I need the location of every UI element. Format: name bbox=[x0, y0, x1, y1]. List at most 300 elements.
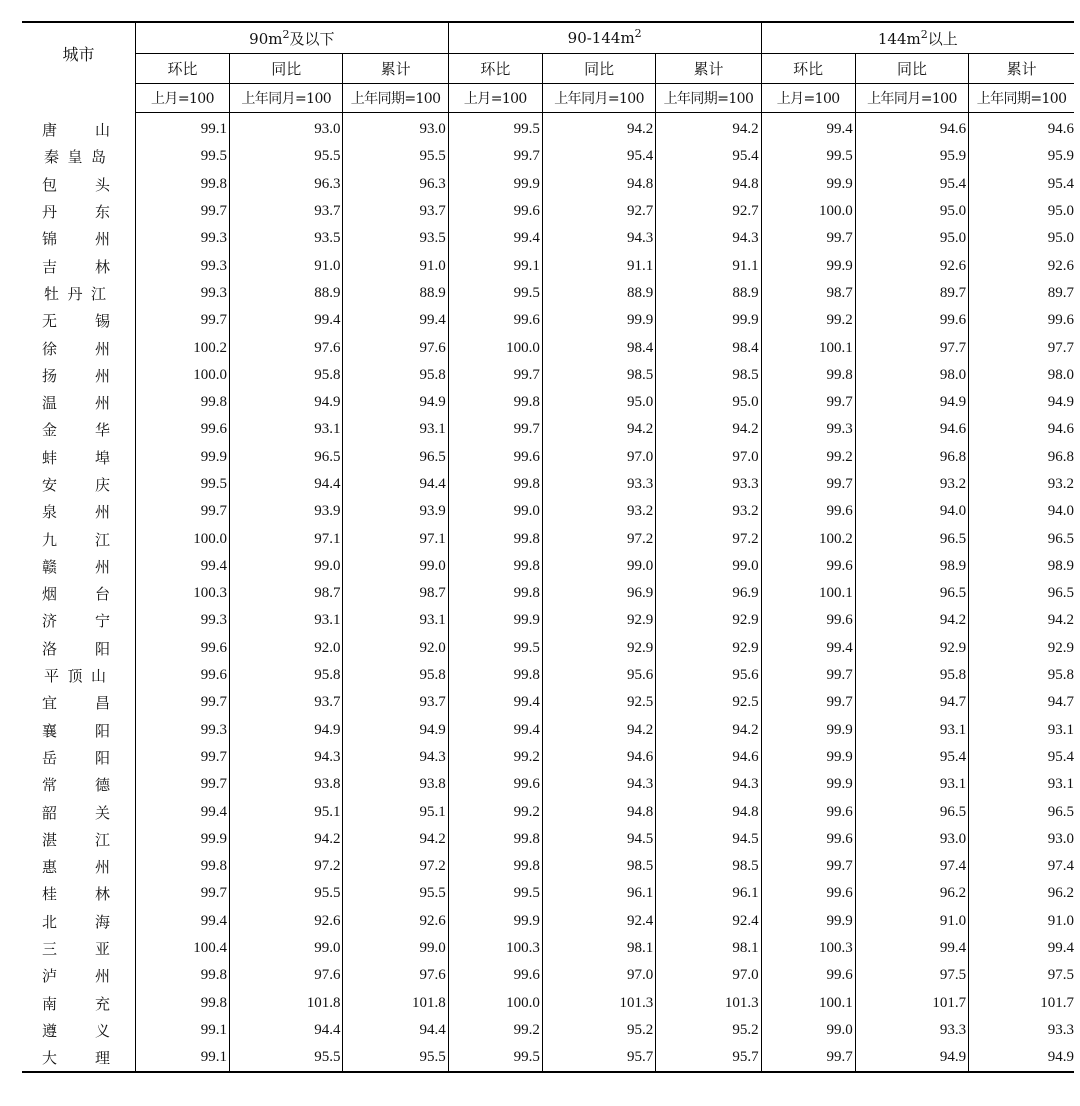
value-cell: 99.2 bbox=[448, 798, 542, 825]
value-cell: 96.5 bbox=[230, 444, 343, 471]
value-cell: 94.2 bbox=[542, 113, 655, 144]
value-cell: 97.0 bbox=[656, 962, 761, 989]
value-cell: 101.8 bbox=[230, 990, 343, 1017]
city-cell bbox=[22, 362, 135, 389]
value-cell: 99.6 bbox=[761, 880, 855, 907]
value-cell: 97.6 bbox=[230, 962, 343, 989]
value-cell: 99.3 bbox=[761, 416, 855, 443]
value-cell: 91.0 bbox=[230, 252, 343, 279]
sub-header-yoy: 同比 bbox=[230, 54, 343, 84]
value-cell: 99.0 bbox=[230, 553, 343, 580]
value-cell: 93.3 bbox=[542, 471, 655, 498]
price-index-table bbox=[22, 21, 1074, 1073]
value-cell: 94.4 bbox=[343, 1017, 448, 1044]
value-cell: 93.7 bbox=[230, 198, 343, 225]
sub-header-yoy: 同比 bbox=[855, 54, 968, 84]
value-cell: 96.5 bbox=[1047, 803, 1074, 820]
value-cell: 99.2 bbox=[761, 307, 855, 334]
city-cell bbox=[22, 635, 135, 662]
value-cell: 95.0 bbox=[1047, 203, 1074, 220]
value-cell: 101.3 bbox=[542, 990, 655, 1017]
value-cell: 97.2 bbox=[343, 853, 448, 880]
value-cell: 100.3 bbox=[135, 580, 229, 607]
value-cell: 99.4 bbox=[135, 908, 229, 935]
value-cell: 92.5 bbox=[542, 689, 655, 716]
value-cell: 94.8 bbox=[656, 171, 761, 198]
value-cell: 97.2 bbox=[230, 853, 343, 880]
value-cell: 88.9 bbox=[343, 280, 448, 307]
value-cell: 94.2 bbox=[343, 826, 448, 853]
value-cell: 100.0 bbox=[761, 198, 855, 225]
value-cell: 99.6 bbox=[135, 635, 229, 662]
table-row bbox=[22, 662, 1074, 689]
value-cell: 100.3 bbox=[448, 935, 542, 962]
city-name: 锦 州 bbox=[42, 230, 110, 249]
unit-header-prev-month: 上月=100 bbox=[761, 84, 855, 113]
value-cell: 94.6 bbox=[855, 416, 968, 443]
city-cell bbox=[22, 252, 135, 279]
value-cell: 96.1 bbox=[656, 880, 761, 907]
value-cell: 95.8 bbox=[230, 662, 343, 689]
value-cell: 94.3 bbox=[542, 225, 655, 252]
group-label: 90m bbox=[249, 29, 283, 48]
value-cell: 96.1 bbox=[542, 880, 655, 907]
value-cell: 99.7 bbox=[135, 771, 229, 798]
value-cell: 97.6 bbox=[343, 962, 448, 989]
city-name: 吉 林 bbox=[42, 257, 110, 276]
value-cell: 99.4 bbox=[135, 553, 229, 580]
value-cell: 96.2 bbox=[1047, 885, 1074, 902]
city-cell bbox=[22, 389, 135, 416]
table-row bbox=[22, 635, 1074, 662]
value-cell: 97.5 bbox=[855, 962, 968, 989]
value-cell: 99.7 bbox=[761, 689, 855, 716]
value-cell: 93.5 bbox=[230, 225, 343, 252]
city-name: 泸 州 bbox=[42, 967, 110, 986]
city-cell bbox=[22, 171, 135, 198]
value-cell: 94.2 bbox=[656, 416, 761, 443]
value-cell: 99.2 bbox=[448, 744, 542, 771]
value-cell: 93.2 bbox=[656, 498, 761, 525]
value-cell: 94.4 bbox=[230, 471, 343, 498]
value-cell: 100.0 bbox=[135, 525, 229, 552]
value-cell: 88.9 bbox=[230, 280, 343, 307]
value-cell: 95.0 bbox=[855, 198, 968, 225]
table-body bbox=[22, 113, 1074, 1073]
value-cell: 95.4 bbox=[542, 143, 655, 170]
value-cell: 99.6 bbox=[855, 307, 968, 334]
city-name: 无 锡 bbox=[42, 312, 110, 331]
value-cell: 92.7 bbox=[542, 198, 655, 225]
unit-header-same-month: 上年同月=100 bbox=[855, 84, 968, 113]
value-cell: 98.7 bbox=[343, 580, 448, 607]
city-name: 温 州 bbox=[42, 394, 110, 413]
value-cell: 99.5 bbox=[448, 880, 542, 907]
value-cell: 95.5 bbox=[230, 143, 343, 170]
value-cell: 89.7 bbox=[855, 280, 968, 307]
city-name: 北 海 bbox=[42, 912, 110, 931]
city-cell bbox=[22, 225, 135, 252]
value-cell: 94.8 bbox=[542, 171, 655, 198]
value-cell: 94.6 bbox=[542, 744, 655, 771]
city-name: 九 江 bbox=[42, 530, 110, 549]
table-row bbox=[22, 362, 1074, 389]
value-cell: 99.7 bbox=[448, 362, 542, 389]
value-cell: 99.0 bbox=[448, 498, 542, 525]
sub-header-cumulative: 累计 bbox=[969, 54, 1074, 84]
value-cell: 95.4 bbox=[656, 143, 761, 170]
value-cell: 94.3 bbox=[343, 744, 448, 771]
group-header-large bbox=[761, 22, 1074, 54]
value-cell: 94.6 bbox=[1047, 121, 1074, 138]
table-row bbox=[22, 607, 1074, 634]
value-cell: 100.3 bbox=[761, 935, 855, 962]
table-header bbox=[22, 22, 1074, 113]
value-cell: 95.9 bbox=[1047, 148, 1074, 165]
value-cell: 94.3 bbox=[656, 225, 761, 252]
value-cell: 96.8 bbox=[1047, 448, 1074, 465]
value-cell: 99.7 bbox=[761, 662, 855, 689]
city-name: 襄 阳 bbox=[42, 721, 110, 740]
value-cell: 99.3 bbox=[135, 252, 229, 279]
value-cell: 99.5 bbox=[448, 113, 542, 144]
value-cell: 99.9 bbox=[656, 307, 761, 334]
city-cell bbox=[22, 553, 135, 580]
value-cell: 99.7 bbox=[135, 198, 229, 225]
value-cell: 99.2 bbox=[761, 444, 855, 471]
sub-header-cumulative: 累计 bbox=[343, 54, 448, 84]
city-cell bbox=[22, 798, 135, 825]
value-cell: 99.9 bbox=[448, 171, 542, 198]
value-cell: 99.3 bbox=[135, 225, 229, 252]
sub-header-row bbox=[22, 54, 1074, 84]
value-cell: 92.9 bbox=[855, 635, 968, 662]
value-cell: 95.7 bbox=[542, 1044, 655, 1072]
value-cell: 97.2 bbox=[542, 525, 655, 552]
city-name: 湛 江 bbox=[42, 830, 110, 849]
table-row bbox=[22, 113, 1074, 144]
value-cell: 99.9 bbox=[448, 908, 542, 935]
value-cell: 95.4 bbox=[855, 171, 968, 198]
value-cell: 97.5 bbox=[1047, 967, 1074, 984]
table-row bbox=[22, 826, 1074, 853]
table-row bbox=[22, 280, 1074, 307]
value-cell: 94.8 bbox=[656, 798, 761, 825]
value-cell: 99.6 bbox=[135, 662, 229, 689]
value-cell: 93.1 bbox=[1047, 721, 1074, 738]
value-cell: 93.8 bbox=[230, 771, 343, 798]
value-cell: 99.8 bbox=[448, 826, 542, 853]
city-name: 唐 山 bbox=[42, 120, 110, 139]
table-row bbox=[22, 798, 1074, 825]
city-name: 大 理 bbox=[42, 1049, 110, 1068]
table-row bbox=[22, 416, 1074, 443]
value-cell: 94.2 bbox=[542, 416, 655, 443]
group-header-medium bbox=[448, 22, 761, 54]
value-cell: 100.0 bbox=[448, 334, 542, 361]
value-cell: 99.7 bbox=[448, 143, 542, 170]
value-cell: 96.8 bbox=[855, 444, 968, 471]
table-row bbox=[22, 717, 1074, 744]
city-cell bbox=[22, 935, 135, 962]
value-cell: 93.7 bbox=[343, 689, 448, 716]
value-cell: 99.6 bbox=[761, 962, 855, 989]
value-cell: 99.8 bbox=[135, 853, 229, 880]
value-cell: 101.8 bbox=[343, 990, 448, 1017]
table-row bbox=[22, 471, 1074, 498]
value-cell: 94.9 bbox=[1047, 394, 1074, 411]
value-cell: 96.5 bbox=[855, 580, 968, 607]
value-cell: 99.7 bbox=[761, 225, 855, 252]
value-cell: 93.3 bbox=[855, 1017, 968, 1044]
unit-header-same-period: 上年同期=100 bbox=[969, 84, 1074, 113]
value-cell: 95.0 bbox=[855, 225, 968, 252]
value-cell: 99.8 bbox=[448, 580, 542, 607]
value-cell: 99.9 bbox=[761, 717, 855, 744]
city-name: 蚌 埠 bbox=[42, 448, 110, 467]
table-row bbox=[22, 689, 1074, 716]
value-cell: 100.2 bbox=[135, 334, 229, 361]
city-cell bbox=[22, 908, 135, 935]
value-cell: 99.8 bbox=[135, 171, 229, 198]
value-cell: 97.0 bbox=[656, 444, 761, 471]
city-cell bbox=[22, 444, 135, 471]
value-cell: 88.9 bbox=[542, 280, 655, 307]
value-cell: 92.9 bbox=[1047, 639, 1074, 656]
table-row bbox=[22, 744, 1074, 771]
value-cell: 99.0 bbox=[230, 935, 343, 962]
table-row bbox=[22, 1044, 1074, 1072]
value-cell: 94.9 bbox=[855, 1044, 968, 1072]
value-cell: 94.0 bbox=[1047, 503, 1074, 520]
value-cell: 94.9 bbox=[1047, 1049, 1074, 1066]
unit-header-row bbox=[22, 84, 1074, 113]
value-cell: 95.8 bbox=[343, 362, 448, 389]
value-cell: 99.5 bbox=[448, 1044, 542, 1072]
value-cell: 92.9 bbox=[656, 635, 761, 662]
value-cell: 99.6 bbox=[448, 771, 542, 798]
value-cell: 93.0 bbox=[1047, 830, 1074, 847]
value-cell: 100.0 bbox=[135, 362, 229, 389]
value-cell: 99.7 bbox=[135, 307, 229, 334]
city-header-spacer bbox=[22, 84, 135, 113]
city-name: 桂 林 bbox=[42, 885, 110, 904]
group-sup: 2 bbox=[920, 27, 928, 41]
value-cell: 101.3 bbox=[656, 990, 761, 1017]
value-cell: 95.0 bbox=[1047, 230, 1074, 247]
value-cell: 94.6 bbox=[855, 113, 968, 144]
city-name: 金 华 bbox=[42, 421, 110, 440]
value-cell: 98.1 bbox=[656, 935, 761, 962]
value-cell: 92.9 bbox=[542, 635, 655, 662]
value-cell: 93.2 bbox=[855, 471, 968, 498]
value-cell: 99.5 bbox=[135, 143, 229, 170]
value-cell: 99.9 bbox=[448, 607, 542, 634]
value-cell: 94.2 bbox=[542, 717, 655, 744]
value-cell: 99.0 bbox=[542, 553, 655, 580]
value-cell: 100.1 bbox=[761, 334, 855, 361]
value-cell: 96.5 bbox=[855, 798, 968, 825]
value-cell: 89.7 bbox=[1047, 284, 1074, 301]
value-cell: 97.4 bbox=[1047, 858, 1074, 875]
value-cell: 94.9 bbox=[230, 717, 343, 744]
value-cell: 99.4 bbox=[448, 225, 542, 252]
value-cell: 99.6 bbox=[448, 962, 542, 989]
city-cell bbox=[22, 198, 135, 225]
value-cell: 95.8 bbox=[855, 662, 968, 689]
value-cell: 100.2 bbox=[761, 525, 855, 552]
value-cell: 97.7 bbox=[855, 334, 968, 361]
city-cell bbox=[22, 1044, 135, 1072]
value-cell: 93.1 bbox=[855, 717, 968, 744]
value-cell: 98.5 bbox=[656, 362, 761, 389]
value-cell: 92.9 bbox=[542, 607, 655, 634]
city-name: 宜 昌 bbox=[42, 694, 110, 713]
value-cell: 99.4 bbox=[761, 635, 855, 662]
table-row bbox=[22, 553, 1074, 580]
value-cell: 92.6 bbox=[855, 252, 968, 279]
value-cell: 99.9 bbox=[761, 171, 855, 198]
value-cell: 99.8 bbox=[448, 662, 542, 689]
value-cell: 100.1 bbox=[761, 990, 855, 1017]
value-cell: 99.7 bbox=[761, 389, 855, 416]
city-cell bbox=[22, 990, 135, 1017]
city-cell bbox=[22, 962, 135, 989]
city-name: 南 充 bbox=[42, 994, 110, 1013]
table-row bbox=[22, 307, 1074, 334]
value-cell: 93.0 bbox=[230, 113, 343, 144]
city-cell bbox=[22, 334, 135, 361]
value-cell: 95.8 bbox=[343, 662, 448, 689]
value-cell: 99.9 bbox=[761, 908, 855, 935]
table-row bbox=[22, 225, 1074, 252]
group-label: 90-144m bbox=[567, 29, 635, 47]
city-name: 丹 东 bbox=[42, 203, 110, 222]
value-cell: 92.0 bbox=[343, 635, 448, 662]
table-row bbox=[22, 525, 1074, 552]
value-cell: 99.5 bbox=[761, 143, 855, 170]
value-cell: 98.5 bbox=[656, 853, 761, 880]
table-row bbox=[22, 580, 1074, 607]
table-row bbox=[22, 771, 1074, 798]
table-row bbox=[22, 962, 1074, 989]
value-cell: 96.9 bbox=[542, 580, 655, 607]
value-cell: 95.0 bbox=[656, 389, 761, 416]
value-cell: 99.1 bbox=[448, 252, 542, 279]
value-cell: 93.9 bbox=[343, 498, 448, 525]
city-cell bbox=[22, 826, 135, 853]
value-cell: 99.0 bbox=[343, 935, 448, 962]
value-cell: 98.4 bbox=[656, 334, 761, 361]
city-cell bbox=[22, 580, 135, 607]
value-cell: 99.7 bbox=[761, 853, 855, 880]
group-suffix: 及以下 bbox=[289, 29, 335, 48]
table-row bbox=[22, 143, 1074, 170]
city-cell bbox=[22, 717, 135, 744]
city-cell bbox=[22, 280, 135, 307]
value-cell: 96.3 bbox=[230, 171, 343, 198]
city-name: 三 亚 bbox=[42, 940, 110, 959]
value-cell: 99.7 bbox=[135, 689, 229, 716]
value-cell: 95.1 bbox=[230, 798, 343, 825]
value-cell: 96.9 bbox=[656, 580, 761, 607]
value-cell: 93.1 bbox=[230, 416, 343, 443]
value-cell: 96.5 bbox=[343, 444, 448, 471]
value-cell: 94.9 bbox=[230, 389, 343, 416]
value-cell: 92.5 bbox=[656, 689, 761, 716]
table-row bbox=[22, 252, 1074, 279]
value-cell: 99.6 bbox=[448, 444, 542, 471]
table-row bbox=[22, 498, 1074, 525]
value-cell: 99.8 bbox=[135, 389, 229, 416]
table-row bbox=[22, 334, 1074, 361]
value-cell: 97.1 bbox=[230, 525, 343, 552]
value-cell: 99.8 bbox=[448, 853, 542, 880]
group-header-small bbox=[135, 22, 448, 54]
value-cell: 99.9 bbox=[761, 252, 855, 279]
value-cell: 97.2 bbox=[656, 525, 761, 552]
city-name: 济 宁 bbox=[42, 612, 110, 631]
value-cell: 91.1 bbox=[656, 252, 761, 279]
value-cell: 101.7 bbox=[1040, 994, 1074, 1011]
value-cell: 92.6 bbox=[343, 908, 448, 935]
value-cell: 100.1 bbox=[761, 580, 855, 607]
value-cell: 95.4 bbox=[855, 744, 968, 771]
city-name: 安 庆 bbox=[42, 476, 110, 494]
value-cell: 99.0 bbox=[761, 1017, 855, 1044]
city-name: 牡 丹 江 bbox=[44, 284, 106, 303]
group-suffix: 以上 bbox=[927, 29, 958, 48]
table-row bbox=[22, 171, 1074, 198]
value-cell: 94.2 bbox=[656, 717, 761, 744]
city-name: 韶 关 bbox=[42, 803, 110, 822]
value-cell: 96.2 bbox=[855, 880, 968, 907]
city-cell bbox=[22, 498, 135, 525]
value-cell: 94.6 bbox=[656, 744, 761, 771]
unit-header-same-month: 上年同月=100 bbox=[230, 84, 343, 113]
value-cell: 93.3 bbox=[656, 471, 761, 498]
value-cell: 98.9 bbox=[1047, 557, 1074, 574]
value-cell: 95.1 bbox=[343, 798, 448, 825]
city-name: 遵 义 bbox=[42, 1021, 110, 1040]
value-cell: 99.5 bbox=[448, 635, 542, 662]
unit-header-same-month: 上年同月=100 bbox=[542, 84, 655, 113]
value-cell: 94.9 bbox=[343, 389, 448, 416]
value-cell: 99.6 bbox=[761, 798, 855, 825]
value-cell: 96.5 bbox=[855, 525, 968, 552]
value-cell: 93.2 bbox=[1047, 476, 1074, 492]
value-cell: 99.9 bbox=[542, 307, 655, 334]
value-cell: 99.4 bbox=[230, 307, 343, 334]
city-name: 惠 州 bbox=[42, 858, 110, 877]
value-cell: 98.4 bbox=[542, 334, 655, 361]
value-cell: 99.8 bbox=[135, 990, 229, 1017]
value-cell: 101.7 bbox=[855, 990, 968, 1017]
value-cell: 93.0 bbox=[855, 826, 968, 853]
group-sup: 2 bbox=[634, 27, 642, 40]
sub-header-mom: 环比 bbox=[761, 54, 855, 84]
value-cell: 98.9 bbox=[855, 553, 968, 580]
value-cell: 99.2 bbox=[448, 1017, 542, 1044]
city-name: 常 德 bbox=[42, 776, 110, 795]
value-cell: 95.9 bbox=[855, 143, 968, 170]
value-cell: 99.6 bbox=[135, 416, 229, 443]
value-cell: 92.9 bbox=[656, 607, 761, 634]
value-cell: 99.0 bbox=[343, 553, 448, 580]
value-cell: 94.2 bbox=[230, 826, 343, 853]
value-cell: 91.0 bbox=[343, 252, 448, 279]
value-cell: 95.4 bbox=[1047, 175, 1074, 192]
